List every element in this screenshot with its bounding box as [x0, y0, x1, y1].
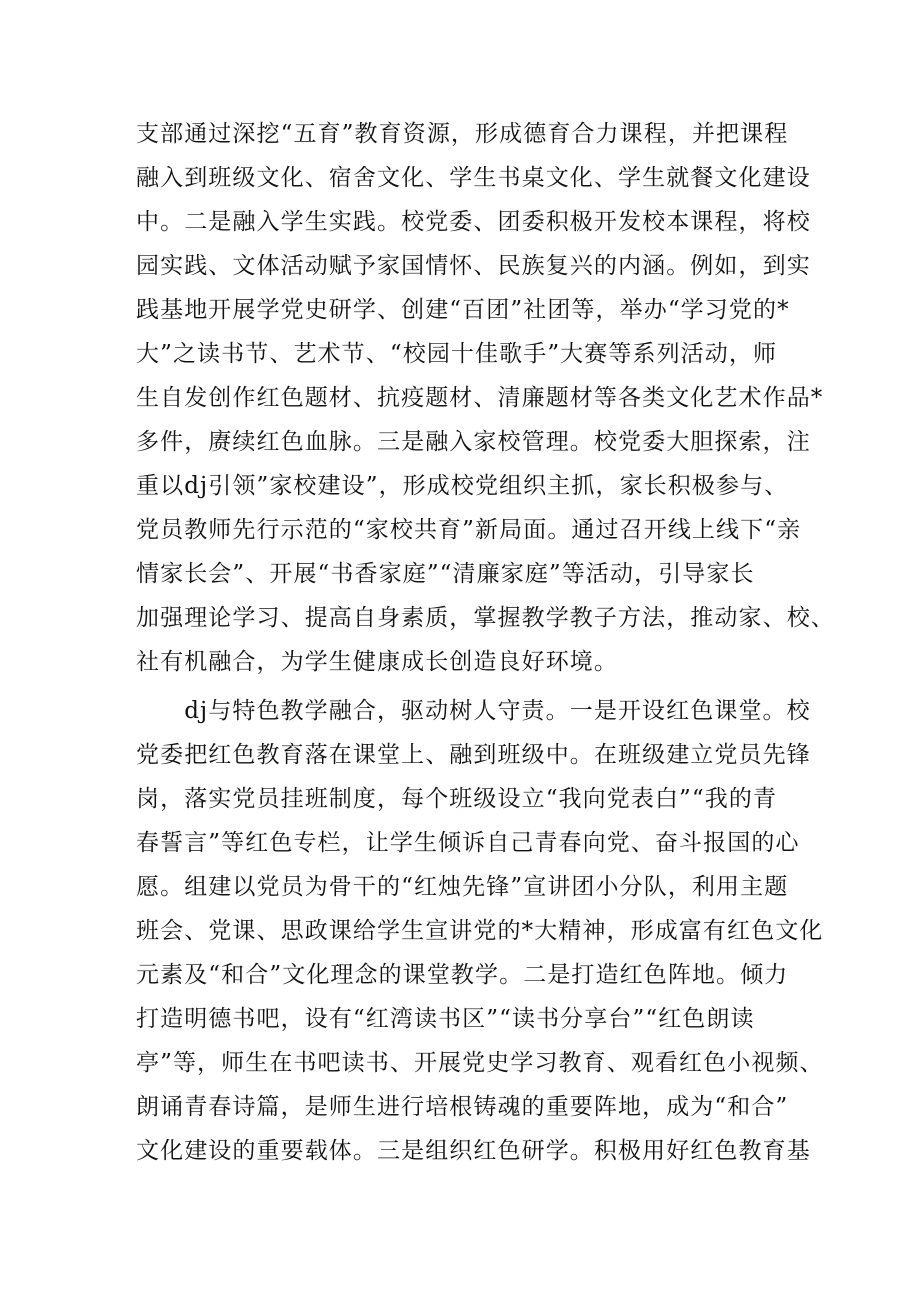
text-line: 加强理论学习、提高自身素质，掌握教学教子方法，推动家、校、 [136, 605, 835, 631]
paragraph-2 [136, 689, 824, 1173]
text-line: 愿。组建以党员为骨干的“红烛先锋”宣讲团小分队，利用主题 [136, 874, 789, 900]
text-line: 大”之读书节、艺术节、“校园十佳歌手”大赛等系列活动，师 [136, 341, 778, 367]
text-line: 班会、党课、思政课给学生宣讲党的*大精神，形成富有红色文化 [136, 918, 824, 944]
text-line: dj与特色教学融合，驱动树人守责。一是开设红色课堂。校 [136, 698, 811, 724]
text-line: 多件，赓续红色血脉。三是融入家校管理。校党委大胆探索，注 [136, 429, 811, 455]
text-line: 党员教师先行示范的“家校共育”新局面。通过召开线上线下“亲 [136, 517, 802, 543]
text-line: 社有机融合，为学生健康成长创造良好环境。 [136, 649, 618, 675]
text-line: 打造明德书吧，设有“红湾读书区”“读书分享台”“红色朗读 [136, 1006, 755, 1032]
text-line: 元素及“和合”文化理念的课堂教学。二是打造红色阵地。倾力 [136, 962, 789, 988]
text-line: 生自发创作红色题材、抗疫题材、清廉题材等各类文化艺术作品* [136, 385, 824, 411]
text-line: 践基地开展学党史研学、创建“百团”社团等，举办“学习党的* [136, 297, 790, 323]
text-line: 中。二是融入学生实践。校党委、团委积极开发校本课程，将校 [136, 209, 811, 235]
text-line: 重以dj引领”家校建设”，形成校党组织主抓，家长积极参与、 [136, 473, 789, 499]
text-line: 文化建设的重要载体。三是组织红色研学。积极用好红色教育基 [136, 1138, 811, 1164]
text-line: 情家长会”、开展“书香家庭”“清廉家庭”等活动，引导家长 [136, 561, 755, 587]
paragraph-1 [136, 112, 835, 684]
document-body [136, 112, 835, 1173]
text-line: 春誓言”等红色专栏，让学生倾诉自己青春向党、奋斗报国的心 [136, 830, 800, 856]
text-line: 园实践、文体活动赋予家国情怀、民族复兴的内涵。例如，到实 [136, 253, 811, 279]
text-line: 岗，落实党员挂班制度，每个班级设立“我向党表白”“我的青 [136, 786, 778, 812]
text-line: 支部通过深挖“五育”教育资源，形成德育合力课程，并把课程 [136, 121, 789, 147]
text-line: 党委把红色教育落在课堂上、融到班级中。在班级建立党员先锋 [136, 742, 811, 768]
text-line: 融入到班级文化、宿舍文化、学生书桌文化、学生就餐文化建设 [136, 165, 811, 191]
text-line: 亭”等，师生在书吧读书、开展党史学习教育、观看红色小视频、 [136, 1050, 824, 1076]
text-line: 朗诵青春诗篇，是师生进行培根铸魂的重要阵地，成为“和合” [136, 1094, 789, 1120]
